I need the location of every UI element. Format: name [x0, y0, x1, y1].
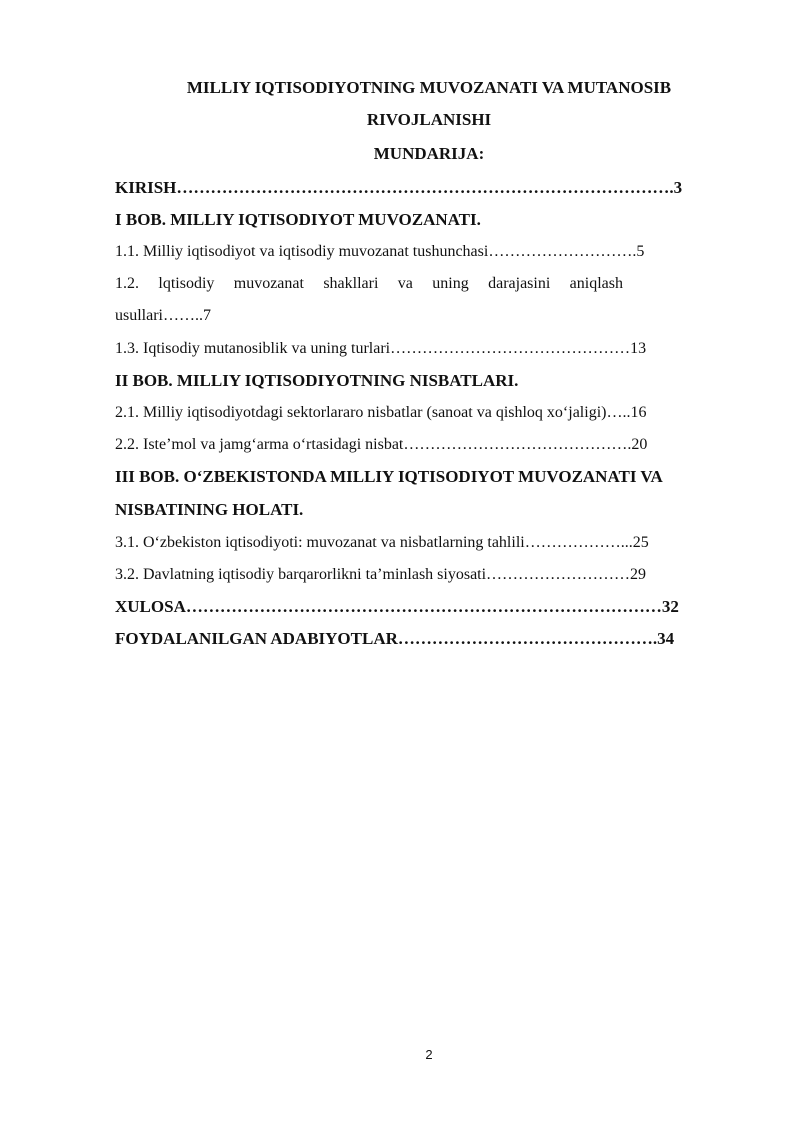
page-number: 2	[425, 1047, 433, 1062]
toc-entry-2-1: 2.1. Milliy iqtisodiyotdagi sektorlararo nisbatlar (sanoat va qishloq xo‘jaligi)…..16	[115, 404, 647, 421]
toc-entry-3-1: 3.1. O‘zbekiston iqtisodiyoti: muvozanat va nisbatlarning tahlili………………...25	[115, 534, 649, 551]
toc-entry-1-2-line-2: usullari……..7	[115, 307, 211, 324]
toc-chapter-2: II BOB. MILLIY IQTISODIYOTNING NISBATLARI.	[115, 371, 519, 390]
toc-entry-1-2-line-1: 1.2. lqtisodiy muvozanat shakllari va uning darajasini aniqlash	[115, 275, 623, 292]
toc-entry-kirish: KIRISH…………………………………………………………………………….3	[115, 178, 683, 197]
toc-entry-xulosa: XULOSA…………………………………………………………………………32	[115, 597, 679, 616]
toc-chapter-1: I BOB. MILLIY IQTISODIYOT MUVOZANATI.	[115, 210, 481, 229]
toc-chapter-3-line-1: III BOB. O‘ZBEKISTONDA MILLIY IQTISODIYOT MUVOZANATI VA	[115, 467, 663, 486]
toc-entry-1-1: 1.1. Milliy iqtisodiyot va iqtisodiy muvozanat tushunchasi……………………….5	[115, 243, 645, 260]
document-title-line-2: RIVOJLANISHI	[366, 110, 492, 129]
contents-heading: MUNDARIJA:	[373, 144, 485, 163]
toc-entry-2-2: 2.2. Iste’mol va jamg‘arma o‘rtasidagi nisbat…………………………………….20	[115, 436, 648, 453]
toc-entry-3-2: 3.2. Davlatning iqtisodiy barqarorlikni ta’minlash siyosati………………………29	[115, 566, 647, 583]
document-title-line-1: MILLIY IQTISODIYOTNING MUVOZANATI VA MUTANOSIB	[186, 78, 672, 97]
toc-entry-1-3: 1.3. Iqtisodiy mutanosiblik va uning turlari………………………………………13	[115, 340, 647, 357]
toc-chapter-3-line-2: NISBATINING HOLATI.	[115, 500, 304, 519]
toc-entry-adabiyotlar: FOYDALANILGAN ADABIYOTLAR……………………………………….34	[115, 629, 675, 648]
